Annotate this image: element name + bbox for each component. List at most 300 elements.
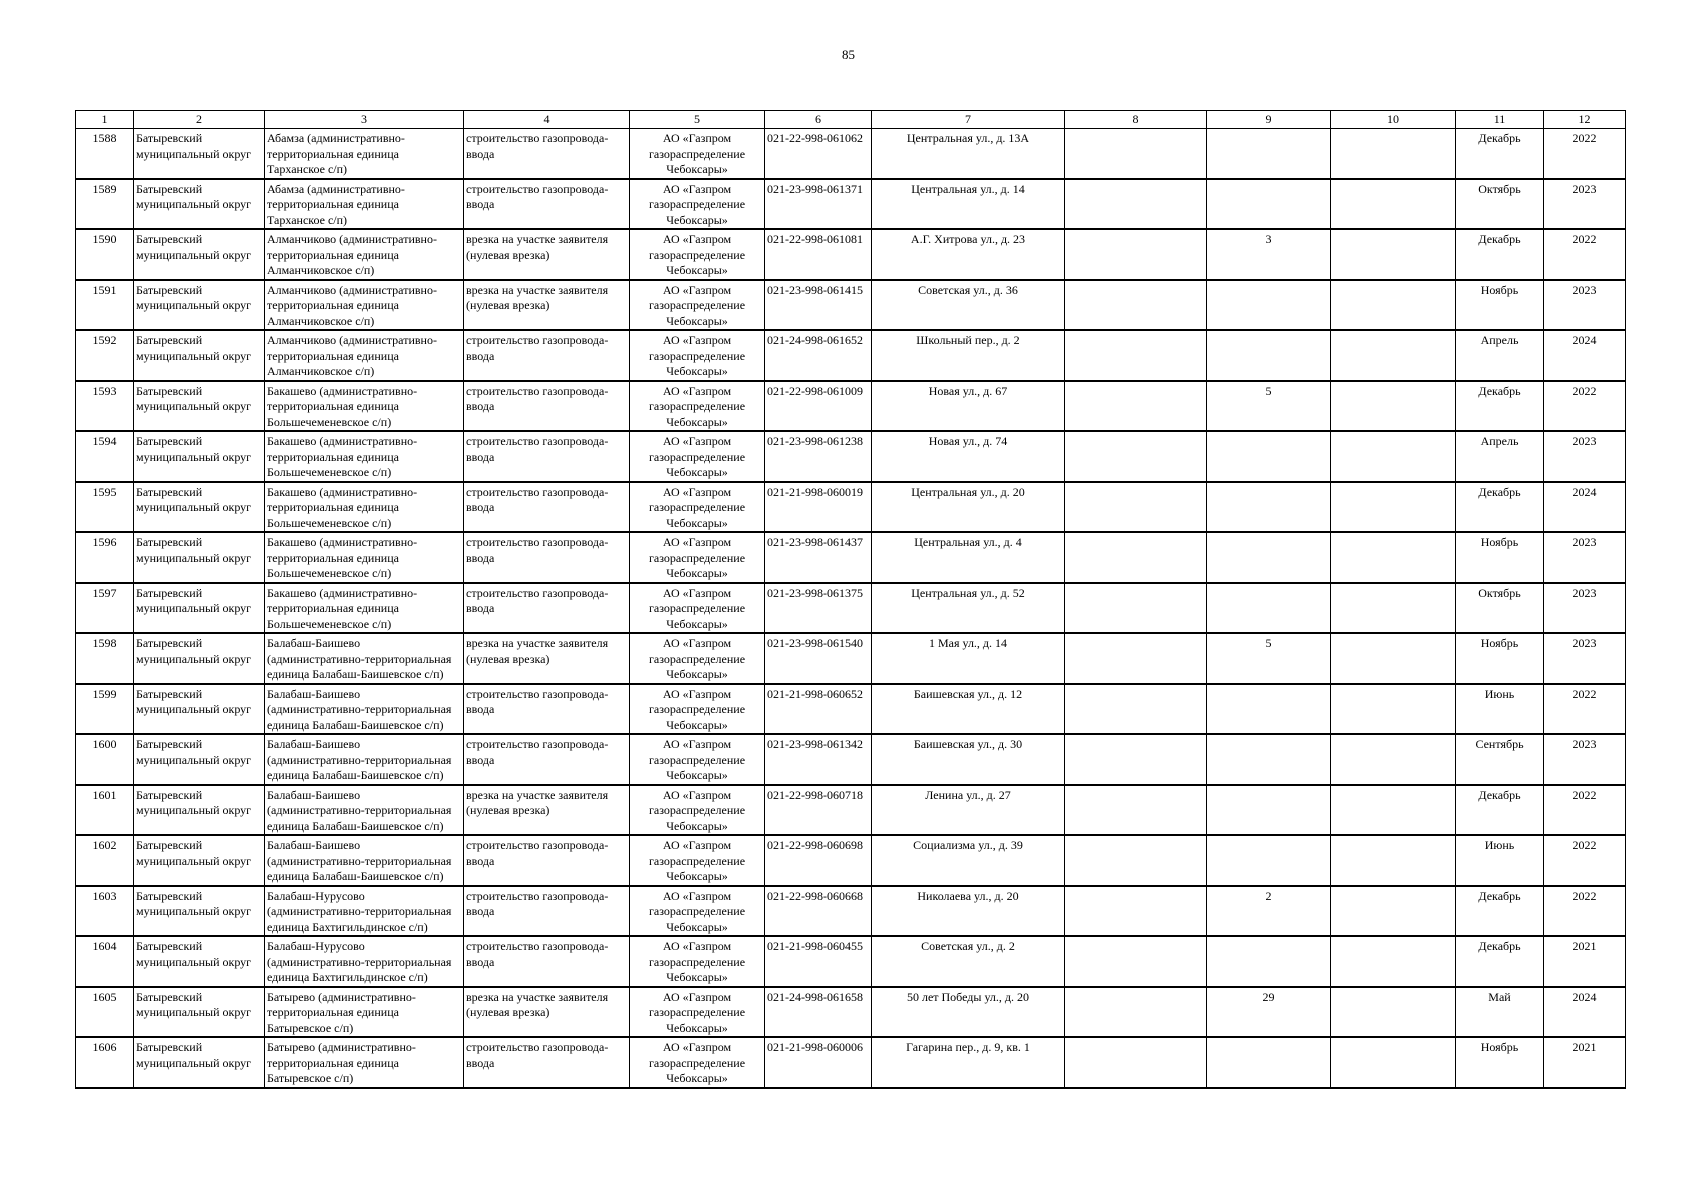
organization-line: Чебоксары» xyxy=(666,414,728,429)
locality-line: территориальная единица xyxy=(267,146,399,161)
month-cell: Ноябрь xyxy=(1456,532,1544,583)
application-code-cell: 021-21-998-060006 xyxy=(765,1037,872,1088)
column-8-cell xyxy=(1065,381,1207,432)
locality-line: Балабаш-Баишево xyxy=(267,737,361,751)
locality-cell xyxy=(265,734,464,785)
month-cell: Июнь xyxy=(1456,835,1544,886)
column-10-cell xyxy=(1331,684,1456,735)
locality-line: единица Балабаш-Баишевское с/п) xyxy=(267,768,444,782)
organization-line: АО «Газпром xyxy=(662,888,732,903)
address-cell: Школьный пер., д. 2 xyxy=(872,330,1065,381)
application-code-cell: 021-21-998-060652 xyxy=(765,684,872,735)
district-cell xyxy=(134,532,265,583)
district-cell xyxy=(134,936,265,987)
locality-line: единица Бахтигильдинское с/п) xyxy=(267,919,428,934)
work-type-cell xyxy=(464,785,630,836)
year-cell: 2023 xyxy=(1544,179,1626,230)
district-cell xyxy=(134,229,265,280)
organization-line: АО «Газпром xyxy=(662,484,732,499)
district-line: муниципальный округ xyxy=(136,601,252,615)
column-8-cell xyxy=(1065,129,1207,179)
organization-line: Чебоксары» xyxy=(666,667,728,681)
month-cell: Апрель xyxy=(1456,330,1544,381)
address-cell: 1 Мая ул., д. 14 xyxy=(872,633,1065,684)
organization-line: газораспределение xyxy=(648,1055,746,1070)
year-cell: 2023 xyxy=(1544,633,1626,684)
district-cell xyxy=(134,987,265,1038)
column-8-cell xyxy=(1065,179,1207,230)
district-cell xyxy=(134,886,265,937)
locality-line: Бакашево (административно- xyxy=(267,434,418,448)
column-9-cell xyxy=(1207,330,1331,381)
locality-line: (административно-территориальная xyxy=(267,752,452,767)
address-cell: Баишевская ул., д. 12 xyxy=(872,684,1065,735)
application-code-cell: 021-22-998-060698 xyxy=(765,835,872,886)
work-type-cell xyxy=(464,1037,630,1088)
year-cell: 2021 xyxy=(1544,936,1626,987)
application-code-cell: 021-24-998-061652 xyxy=(765,330,872,381)
district-line: муниципальный округ xyxy=(136,651,252,666)
work-type-line: врезка на участке заявителя xyxy=(466,282,609,297)
work-type-line: строительство газопровода- xyxy=(466,434,609,448)
application-code-cell: 021-21-998-060019 xyxy=(765,482,872,533)
column-8-cell xyxy=(1065,684,1207,735)
district-line: Батыревский xyxy=(136,232,203,246)
table-row xyxy=(76,330,1626,381)
locality-line: Большечеменевское с/п) xyxy=(267,414,392,429)
work-type-cell xyxy=(464,734,630,785)
column-header-1: 1 xyxy=(76,111,134,129)
locality-line: территориальная единица xyxy=(267,500,399,514)
district-line: Батыревский xyxy=(136,282,203,297)
locality-line: территориальная единица xyxy=(267,601,399,615)
district-line: Батыревский xyxy=(136,383,203,398)
year-cell: 2022 xyxy=(1544,129,1626,179)
column-header-10: 10 xyxy=(1331,111,1456,129)
district-cell xyxy=(134,129,265,179)
district-cell xyxy=(134,482,265,533)
locality-line: Балабаш-Баишево xyxy=(267,838,361,852)
organization-cell xyxy=(630,835,765,886)
locality-line: Абамза (административно- xyxy=(267,131,405,145)
locality-line: Батыревское с/п) xyxy=(267,1020,354,1035)
locality-line: Балабаш-Баишево xyxy=(267,686,361,701)
row-number-cell: 1589 xyxy=(76,179,134,230)
organization-cell xyxy=(630,684,765,735)
column-8-cell xyxy=(1065,482,1207,533)
locality-cell xyxy=(265,330,464,381)
organization-line: газораспределение xyxy=(648,601,746,615)
column-10-cell xyxy=(1331,129,1456,179)
locality-line: Абамза (административно- xyxy=(267,181,405,196)
table-row xyxy=(76,633,1626,684)
district-line: Батыревский xyxy=(136,636,203,650)
locality-line: Тарханское с/п) xyxy=(267,162,348,176)
work-type-cell xyxy=(464,886,630,937)
table-row xyxy=(76,431,1626,482)
locality-line: Батырево (административно- xyxy=(267,1040,416,1054)
column-10-cell xyxy=(1331,936,1456,987)
organization-line: Чебоксары» xyxy=(666,919,728,934)
column-10-cell xyxy=(1331,280,1456,331)
address-cell: А.Г. Хитрова ул., д. 23 xyxy=(872,229,1065,280)
column-8-cell xyxy=(1065,280,1207,331)
organization-line: газораспределение xyxy=(648,954,746,969)
address-cell: Центральная ул., д. 52 xyxy=(872,583,1065,634)
work-type-line: ввода xyxy=(466,702,495,716)
address-cell: Гагарина пер., д. 9, кв. 1 xyxy=(872,1037,1065,1088)
row-number-cell: 1605 xyxy=(76,987,134,1038)
application-code-cell: 021-22-998-061009 xyxy=(765,381,872,432)
address-cell: Центральная ул., д. 20 xyxy=(872,482,1065,533)
table-row xyxy=(76,229,1626,280)
work-type-line: строительство газопровода- xyxy=(466,939,609,953)
organization-line: газораспределение xyxy=(648,449,746,464)
locality-cell xyxy=(265,633,464,684)
row-number-cell: 1600 xyxy=(76,734,134,785)
row-number-cell: 1591 xyxy=(76,280,134,331)
organization-line: Чебоксары» xyxy=(666,616,728,631)
column-10-cell xyxy=(1331,482,1456,533)
district-line: муниципальный округ xyxy=(136,752,252,767)
column-10-cell xyxy=(1331,431,1456,482)
month-cell: Декабрь xyxy=(1456,381,1544,432)
organization-line: газораспределение xyxy=(648,752,746,767)
locality-line: Тарханское с/п) xyxy=(267,212,348,227)
locality-line: Батыревское с/п) xyxy=(267,1071,354,1085)
application-code-cell: 021-24-998-061658 xyxy=(765,987,872,1038)
work-type-line: (нулевая врезка) xyxy=(466,803,550,817)
year-cell: 2023 xyxy=(1544,583,1626,634)
column-9-cell xyxy=(1207,936,1331,987)
organization-cell xyxy=(630,330,765,381)
page-number: 85 xyxy=(842,47,855,62)
work-type-line: ввода xyxy=(466,500,495,514)
organization-line: газораспределение xyxy=(648,651,746,666)
work-type-line: ввода xyxy=(466,399,495,413)
locality-line: Большечеменевское с/п) xyxy=(267,465,392,479)
table-header xyxy=(76,111,1626,129)
organization-cell xyxy=(630,583,765,634)
locality-cell xyxy=(265,987,464,1038)
district-cell xyxy=(134,1037,265,1088)
organization-line: АО «Газпром xyxy=(662,939,732,953)
table-row xyxy=(76,835,1626,886)
locality-cell xyxy=(265,482,464,533)
year-cell: 2023 xyxy=(1544,734,1626,785)
organization-cell xyxy=(630,1037,765,1088)
locality-line: Балабаш-Баишево xyxy=(267,636,361,650)
application-code-cell: 021-22-998-061081 xyxy=(765,229,872,280)
month-cell: Декабрь xyxy=(1456,785,1544,836)
district-line: Батыревский xyxy=(136,686,203,701)
locality-line: Балабаш-Нурусово xyxy=(267,888,365,903)
column-8-cell xyxy=(1065,936,1207,987)
column-9-cell: 5 xyxy=(1207,633,1331,684)
district-line: Батыревский xyxy=(136,131,203,145)
organization-line: АО «Газпром xyxy=(662,434,732,448)
organization-line: газораспределение xyxy=(648,853,746,868)
locality-line: единица Балабаш-Баишевское с/п) xyxy=(267,667,444,681)
district-line: Батыревский xyxy=(136,989,203,1004)
work-type-line: (нулевая врезка) xyxy=(466,247,550,262)
address-cell: Центральная ул., д. 4 xyxy=(872,532,1065,583)
column-9-cell xyxy=(1207,532,1331,583)
organization-line: Чебоксары» xyxy=(666,869,728,883)
column-9-cell xyxy=(1207,179,1331,230)
work-type-cell xyxy=(464,583,630,634)
work-type-line: ввода xyxy=(466,146,495,161)
work-type-line: строительство газопровода- xyxy=(466,131,609,145)
month-cell: Ноябрь xyxy=(1456,1037,1544,1088)
locality-line: Алманчиково (административно- xyxy=(267,232,437,246)
work-type-line: строительство газопровода- xyxy=(466,888,609,903)
address-cell: Ленина ул., д. 27 xyxy=(872,785,1065,836)
column-9-cell xyxy=(1207,835,1331,886)
table-row xyxy=(76,936,1626,987)
column-9-cell: 29 xyxy=(1207,987,1331,1038)
column-10-cell xyxy=(1331,987,1456,1038)
locality-cell xyxy=(265,936,464,987)
column-10-cell xyxy=(1331,381,1456,432)
column-header-9: 9 xyxy=(1207,111,1331,129)
row-number-cell: 1606 xyxy=(76,1037,134,1088)
work-type-line: ввода xyxy=(466,348,495,363)
work-type-line: ввода xyxy=(466,752,495,767)
year-cell: 2024 xyxy=(1544,330,1626,381)
organization-line: АО «Газпром xyxy=(662,131,732,145)
year-cell: 2022 xyxy=(1544,886,1626,937)
district-line: муниципальный округ xyxy=(136,500,252,514)
month-cell: Апрель xyxy=(1456,431,1544,482)
locality-line: Балабаш-Нурусово xyxy=(267,939,365,953)
column-header-12: 12 xyxy=(1544,111,1626,129)
organization-line: газораспределение xyxy=(648,399,746,413)
locality-line: территориальная единица xyxy=(267,298,399,312)
column-8-cell xyxy=(1065,987,1207,1038)
column-8-cell xyxy=(1065,583,1207,634)
organization-line: АО «Газпром xyxy=(662,737,732,751)
organization-line: Чебоксары» xyxy=(666,818,728,833)
organization-cell xyxy=(630,532,765,583)
address-cell: Баишевская ул., д. 30 xyxy=(872,734,1065,785)
table-row xyxy=(76,987,1626,1038)
work-type-line: врезка на участке заявителя xyxy=(466,636,609,650)
locality-line: единица Балабаш-Баишевское с/п) xyxy=(267,869,444,883)
column-10-cell xyxy=(1331,179,1456,230)
month-cell: Ноябрь xyxy=(1456,280,1544,331)
column-8-cell xyxy=(1065,1037,1207,1088)
work-type-line: строительство газопровода- xyxy=(466,484,609,499)
locality-line: территориальная единица xyxy=(267,1055,399,1070)
row-number-cell: 1601 xyxy=(76,785,134,836)
application-code-cell: 021-23-998-061342 xyxy=(765,734,872,785)
month-cell: Октябрь xyxy=(1456,179,1544,230)
district-line: муниципальный округ xyxy=(136,348,252,363)
organization-line: АО «Газпром xyxy=(662,282,732,297)
organization-line: АО «Газпром xyxy=(662,232,732,246)
row-number-cell: 1603 xyxy=(76,886,134,937)
organization-line: Чебоксары» xyxy=(666,263,728,277)
application-code-cell: 021-22-998-060668 xyxy=(765,886,872,937)
organization-line: АО «Газпром xyxy=(662,686,732,701)
column-9-cell xyxy=(1207,129,1331,179)
organization-line: АО «Газпром xyxy=(662,383,732,398)
work-type-line: (нулевая врезка) xyxy=(466,651,550,666)
district-line: Батыревский xyxy=(136,535,203,549)
table-body xyxy=(76,129,1626,1088)
column-header-4: 4 xyxy=(464,111,630,129)
organization-line: газораспределение xyxy=(648,348,746,363)
row-number-cell: 1604 xyxy=(76,936,134,987)
application-code-cell: 021-23-998-061437 xyxy=(765,532,872,583)
column-8-cell xyxy=(1065,633,1207,684)
month-cell: Октябрь xyxy=(1456,583,1544,634)
table-row xyxy=(76,684,1626,735)
organization-line: Чебоксары» xyxy=(666,717,728,732)
month-cell: Декабрь xyxy=(1456,936,1544,987)
work-type-line: строительство газопровода- xyxy=(466,333,609,347)
district-cell xyxy=(134,785,265,836)
locality-cell xyxy=(265,229,464,280)
locality-line: (административно-территориальная xyxy=(267,702,452,716)
organization-line: газораспределение xyxy=(648,550,746,565)
locality-line: Алманчиково (административно- xyxy=(267,333,437,347)
district-line: Батыревский xyxy=(136,939,203,953)
locality-line: единица Балабаш-Баишевское с/п) xyxy=(267,717,444,732)
district-line: муниципальный округ xyxy=(136,803,252,817)
work-type-line: ввода xyxy=(466,853,495,868)
organization-cell xyxy=(630,886,765,937)
work-type-cell xyxy=(464,330,630,381)
month-cell: Июнь xyxy=(1456,684,1544,735)
column-header-8: 8 xyxy=(1065,111,1207,129)
organization-line: АО «Газпром xyxy=(662,333,732,347)
year-cell: 2022 xyxy=(1544,229,1626,280)
column-9-cell: 3 xyxy=(1207,229,1331,280)
address-cell: Новая ул., д. 74 xyxy=(872,431,1065,482)
locality-cell xyxy=(265,280,464,331)
locality-line: единица Балабаш-Баишевское с/п) xyxy=(267,818,444,833)
column-10-cell xyxy=(1331,835,1456,886)
year-cell: 2022 xyxy=(1544,381,1626,432)
column-header-11: 11 xyxy=(1456,111,1544,129)
district-line: Батыревский xyxy=(136,585,203,600)
district-cell xyxy=(134,381,265,432)
table-row xyxy=(76,129,1626,179)
row-number-cell: 1598 xyxy=(76,633,134,684)
organization-line: газораспределение xyxy=(648,1005,746,1019)
locality-cell xyxy=(265,785,464,836)
district-line: муниципальный округ xyxy=(136,146,252,161)
application-code-cell: 021-22-998-060718 xyxy=(765,785,872,836)
work-type-line: врезка на участке заявителя xyxy=(466,989,609,1004)
column-8-cell xyxy=(1065,835,1207,886)
locality-line: (административно-территориальная xyxy=(267,651,452,666)
month-cell: Декабрь xyxy=(1456,229,1544,280)
organization-line: газораспределение xyxy=(648,197,746,211)
organization-cell xyxy=(630,936,765,987)
organization-cell xyxy=(630,785,765,836)
locality-line: Балабаш-Баишево xyxy=(267,787,361,802)
locality-cell xyxy=(265,886,464,937)
district-cell xyxy=(134,684,265,735)
work-type-line: (нулевая врезка) xyxy=(466,298,550,312)
work-type-line: (нулевая врезка) xyxy=(466,1005,550,1019)
district-line: муниципальный округ xyxy=(136,702,252,716)
work-type-line: ввода xyxy=(466,954,495,969)
application-code-cell: 021-23-998-061371 xyxy=(765,179,872,230)
locality-line: территориальная единица xyxy=(267,348,399,363)
table-row xyxy=(76,381,1626,432)
work-type-cell xyxy=(464,431,630,482)
locality-line: Алманчиковское с/п) xyxy=(267,263,375,277)
organization-line: Чебоксары» xyxy=(666,566,728,580)
work-type-cell xyxy=(464,482,630,533)
table-row xyxy=(76,179,1626,230)
application-code-cell: 021-23-998-061238 xyxy=(765,431,872,482)
column-8-cell xyxy=(1065,886,1207,937)
work-type-cell xyxy=(464,280,630,331)
district-cell xyxy=(134,179,265,230)
year-cell: 2021 xyxy=(1544,1037,1626,1088)
district-cell xyxy=(134,280,265,331)
header-row xyxy=(76,111,1626,129)
row-number-cell: 1599 xyxy=(76,684,134,735)
district-line: муниципальный округ xyxy=(136,1055,252,1070)
column-10-cell xyxy=(1331,1037,1456,1088)
locality-line: Бакашево (административно- xyxy=(267,535,418,549)
column-9-cell xyxy=(1207,785,1331,836)
table-row xyxy=(76,1037,1626,1088)
organization-line: Чебоксары» xyxy=(666,313,728,328)
work-type-line: ввода xyxy=(466,601,495,615)
organization-cell xyxy=(630,633,765,684)
work-type-line: строительство газопровода- xyxy=(466,686,609,701)
table-row xyxy=(76,583,1626,634)
column-9-cell xyxy=(1207,734,1331,785)
row-number-cell: 1597 xyxy=(76,583,134,634)
locality-line: территориальная единица xyxy=(267,550,399,565)
work-type-line: строительство газопровода- xyxy=(466,383,609,398)
locality-line: Бакашево (административно- xyxy=(267,484,418,499)
row-number-cell: 1590 xyxy=(76,229,134,280)
locality-cell xyxy=(265,1037,464,1088)
work-type-cell xyxy=(464,633,630,684)
work-type-cell xyxy=(464,987,630,1038)
organization-cell xyxy=(630,987,765,1038)
district-line: муниципальный округ xyxy=(136,247,252,262)
locality-line: (административно-территориальная xyxy=(267,853,452,868)
work-type-cell xyxy=(464,835,630,886)
month-cell: Ноябрь xyxy=(1456,633,1544,684)
locality-cell xyxy=(265,835,464,886)
work-type-line: ввода xyxy=(466,1055,495,1070)
organization-cell xyxy=(630,431,765,482)
column-10-cell xyxy=(1331,229,1456,280)
work-type-cell xyxy=(464,684,630,735)
application-code-cell: 021-23-998-061540 xyxy=(765,633,872,684)
row-number-cell: 1595 xyxy=(76,482,134,533)
application-code-cell: 021-23-998-061375 xyxy=(765,583,872,634)
district-line: муниципальный округ xyxy=(136,1005,252,1019)
organization-cell xyxy=(630,129,765,179)
application-code-cell: 021-22-998-061062 xyxy=(765,129,872,179)
work-type-line: строительство газопровода- xyxy=(466,181,609,196)
district-cell xyxy=(134,583,265,634)
month-cell: Декабрь xyxy=(1456,482,1544,533)
locality-cell xyxy=(265,179,464,230)
